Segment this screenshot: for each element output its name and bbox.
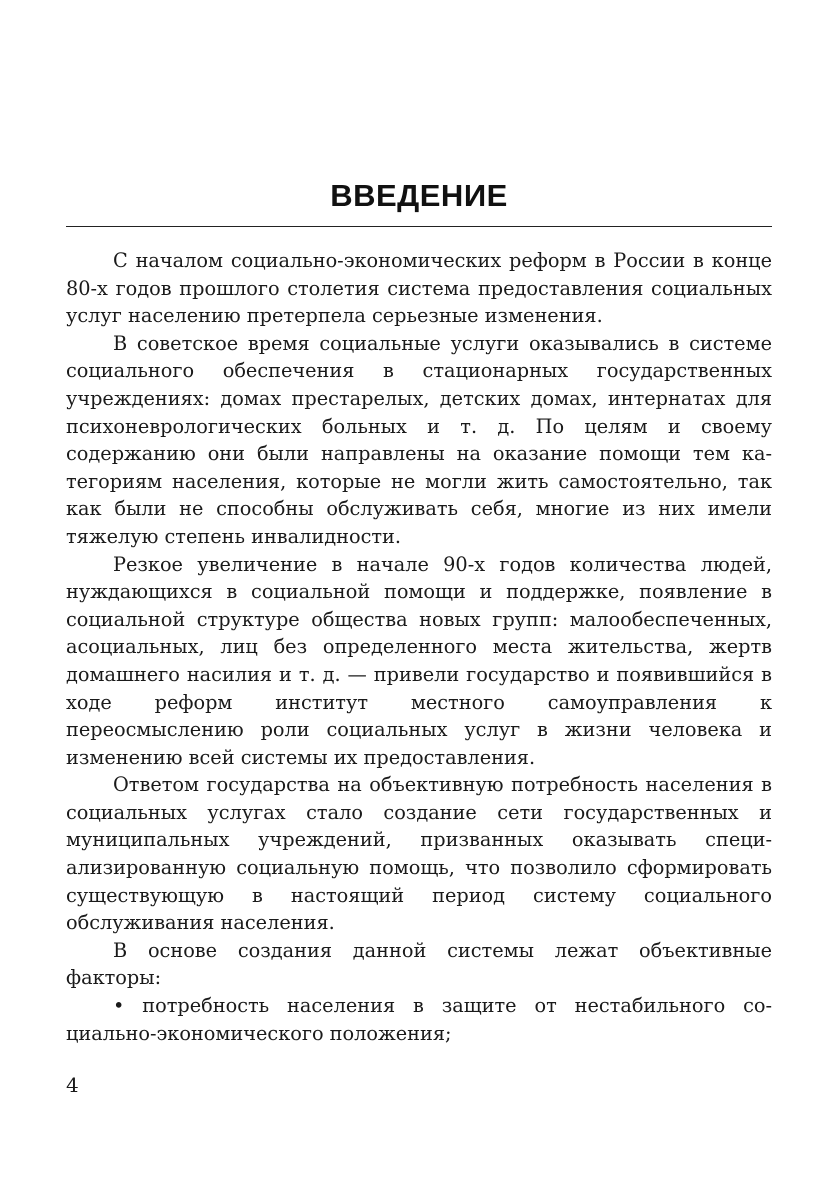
- paragraph-nineties: Резкое увеличение в начале 90-х годов количества людей, нуждающихся в социальной помощи и поддержке, появление в социальной структуре общества новых групп: малообеспеченных, асоциальных, лиц без определенного места жительства, жертв домашнего насилия и т. д. — привели государство и появившийся в ходе реформ институт местного самоуправления к переосмыслению роли социальных услуг в жизни человека и изменению всей системы их предоставления.: [66, 552, 772, 769]
- bullet-item: • потребность населения в защите от нестабильного социально-экономического положения;: [66, 994, 772, 1045]
- paragraph-state-response: Ответом государства на объективную потребность населения в социальных услугах стало создание сети государственных и муниципальных учреждений, призванных оказывать специализированную социальную помощь, что позволило сформировать существующую в настоящий период систему социального обслуживания населения.: [66, 773, 772, 935]
- body-text: [66, 247, 772, 1047]
- paragraph-soviet-era: В советское время социальные услуги оказывались в системе социального обеспечения в стационарных государственных учреждениях: домах престарелых, детских домах, интернатах для психоневрологических больных и т. д. По целям и своему содержанию они были направлены на оказание помощи тем категориям населения, которые не могли жить самостоятельно, так как были не способны обслуживать себя, многие из них имели тяжелую степень инвалидности.: [66, 331, 772, 548]
- chapter-heading: ВВЕДЕНИЕ: [330, 178, 508, 213]
- paragraph-factors: В основе создания данной системы лежат объективные факторы:: [66, 938, 772, 990]
- heading-underline: [66, 226, 772, 227]
- page-number: 4: [66, 1073, 79, 1097]
- paragraph-intro: С началом социально-экономических реформ в России в конце 80-х годов прошлого столетия система предоставления социальных услуг населению претерпела серьезные изменения.: [66, 249, 772, 328]
